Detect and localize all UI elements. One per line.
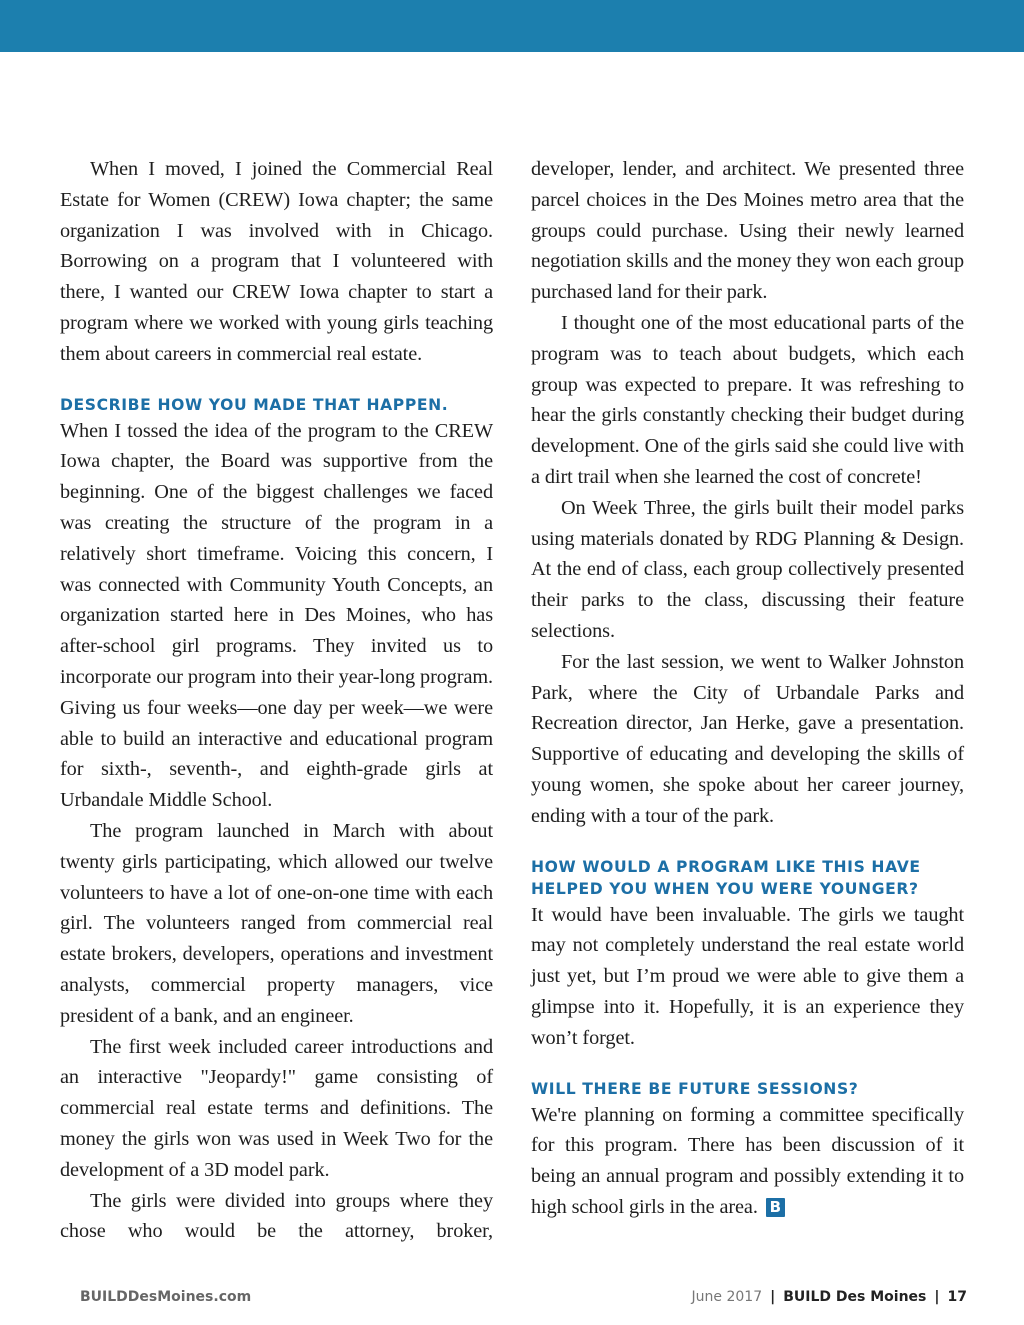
paragraph-last-session: For the last session, we went to Walker Johnston Park, where the City of Urbandale Parks and Recreation director, Jan Herke, gave a presentation. Supportive of educating and developing the skills of young women, she spoke about her career journey, ending with a tour of the park. — [531, 650, 964, 827]
paragraph-board: When I tossed the idea of the program to the CREW Iowa chapter, the Board was supportive from the beginning. One of the biggest challenges we faced was creating the structure of the program in a relatively short timeframe. Voicing this concern, I was connected with Community Youth Concepts, an organization started here in Des Moines, who has after-school girl programs. They invited us to incorporate our program into their year-long program. Giving us four weeks—one day per week—we were able to build an interactive and educational program for sixth-, seventh-, and eighth-grade girls at Urbandale Middle School. — [60, 419, 494, 812]
footer-website[interactable]: BUILDDesMoines.com — [80, 1289, 252, 1305]
paragraph-younger: It would have been invaluable. The girls we taught may not completely understand the real estate world just yet, but I’m proud we were able to give them a glimpse into it. Hopefully, it is an experience they won’t forget. — [531, 903, 964, 1049]
paragraph-first-week: The first week included career introductions and an interactive "Jeopardy!" game consisting of commercial real estate terms and definitions. The money the girls won was used in Week Two for the development of a 3D model park. — [60, 1035, 493, 1181]
header-bar — [0, 0, 1024, 52]
paragraph-continued: developer, lender, and architect. We presented three parcel choices in the Des Moines metro area that the groups could purchase. Using their newly learned negotiation skills and the money they won each group purchased land for their park. — [531, 158, 965, 304]
footer-divider: | — [934, 1289, 940, 1305]
footer-divider: | — [770, 1289, 776, 1305]
paragraph-budgets: I thought one of the most educational parts of the program was to teach about budgets, which each group was expected to prepare. It was refreshing to hear the girls constantly checking their budget during development. One of the girls said she could live with a dirt trail when she learned the cost of concrete! — [531, 311, 964, 488]
page-number: 17 — [947, 1289, 967, 1305]
paragraph-groups: The girls were divided into groups where they chose who would be the attorney, broker, — [60, 1189, 493, 1243]
section-heading-future: WILL THERE BE FUTURE SESSIONS? — [531, 1079, 859, 1098]
end-mark-icon: B — [766, 1198, 785, 1217]
paragraph-launch: The program launched in March with about twenty girls participating, which allowed our twelve volunteers to have a lot of one-on-one time with each girl. The volunteers ranged from commercial real estate brokers, developers, operations and investment analysts, commercial property managers, vice president of a bank, and an engineer. — [60, 819, 493, 1027]
paragraph-week-three: On Week Three, the girls built their model parks using materials donated by RDG Planning & Design. At the end of class, each group collectively presented their parks to the class, discussing their feature selections. — [531, 496, 964, 642]
footer-issue-info — [692, 1287, 967, 1307]
section-heading-how: DESCRIBE HOW YOU MADE THAT HAPPEN. — [60, 395, 449, 414]
section-heading-younger: HOW WOULD A PROGRAM LIKE THIS HAVE HELPED YOU WHEN YOU WERE YOUNGER? — [531, 857, 921, 898]
paragraph-future — [531, 1100, 964, 1223]
paragraph-future-text: We're planning on forming a committee specifically for this program. There has been discussion of it being an annual program and possibly extending it to high school girls in the area. — [531, 1103, 964, 1218]
left-column — [60, 154, 493, 1247]
intro-paragraph: When I moved, I joined the Commercial Real Estate for Women (CREW) Iowa chapter; the same organization I was involved with in Chicago. Borrowing on a program that I volunteered with there, I wanted our CREW Iowa chapter to start a program where we worked with young girls teaching them about careers in commercial real estate. — [60, 158, 493, 365]
right-column — [531, 154, 964, 1223]
footer-publication: BUILD Des Moines — [783, 1289, 927, 1305]
footer-issue-date: June 2017 — [691, 1289, 763, 1305]
